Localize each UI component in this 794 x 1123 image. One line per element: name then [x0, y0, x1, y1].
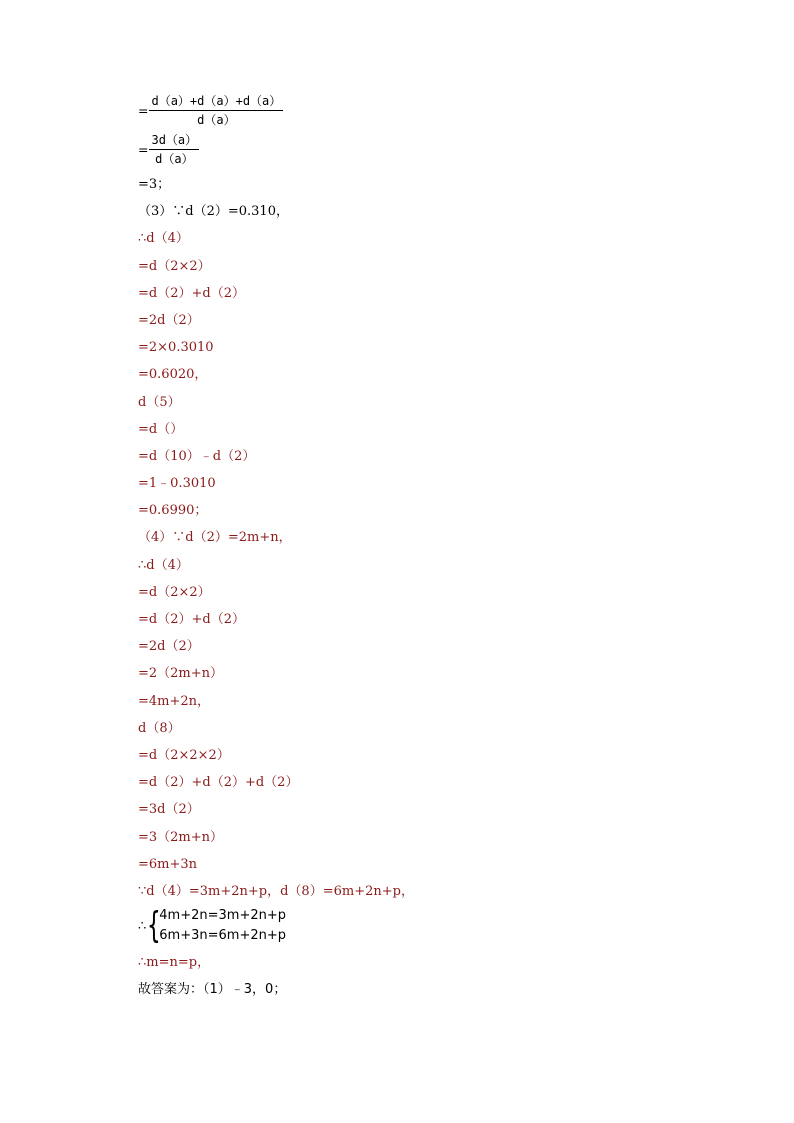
math-line: =2（2m+n）: [138, 666, 224, 682]
math-line: =d（2×2）: [138, 584, 211, 600]
math-line: ∴d（4）: [138, 231, 189, 247]
math-line: =0.6990；: [138, 503, 208, 519]
fraction-line-1: [138, 93, 738, 128]
math-line: =1﹣0.3010: [138, 476, 216, 492]
math-line: =2×0.3010: [138, 340, 214, 356]
equation-system: [138, 903, 738, 949]
math-line: d（5）: [138, 394, 181, 410]
conclusion-line: ∴m=n=p，: [138, 955, 211, 971]
fraction-2-denominator: d（a）: [155, 152, 194, 166]
fraction-2: [149, 132, 199, 167]
math-line: ∵d（4）=3m+2n+p，d（8）=6m+2n+p，: [138, 883, 414, 899]
solution-content: [138, 93, 738, 1003]
math-line: d（8）: [138, 720, 181, 736]
answer-line: 故答案为：（1）﹣3，0；: [138, 982, 287, 998]
fraction-2-numerator: 3d（a）: [149, 132, 199, 150]
math-line: （3）∵d（2）=0.310，: [138, 204, 289, 220]
math-line: =3d（2）: [138, 802, 200, 818]
equation-row-1: 4m+2n=3m+2n+p: [159, 908, 286, 924]
math-line: =d（）: [138, 421, 184, 437]
math-line: =4m+2n，: [138, 693, 211, 709]
math-line: =2d（2）: [138, 312, 200, 328]
math-line: ∴d（4）: [138, 557, 189, 573]
math-line: =d（10）﹣d（2）: [138, 448, 256, 464]
math-line: =d（2）+d（2）+d（2）: [138, 775, 299, 791]
equation-row-2: 6m+3n=6m+2n+p: [159, 928, 286, 944]
math-line: =d（2×2×2）: [138, 747, 230, 763]
math-line: =2d（2）: [138, 639, 200, 655]
math-line: =d（2×2）: [138, 258, 211, 274]
equals-sign: =: [138, 142, 149, 157]
fraction-1-numerator: d（a）+d（a）+d（a）: [149, 93, 283, 111]
therefore-symbol: ∴: [138, 918, 147, 934]
math-line: =6m+3n: [138, 856, 198, 872]
math-line: =0.6020，: [138, 367, 208, 383]
equation-rows: [159, 906, 286, 946]
math-line: =3；: [138, 177, 171, 192]
fraction-line-2: [138, 132, 738, 167]
fraction-1: [149, 93, 283, 128]
math-line: =3（2m+n）: [138, 829, 224, 845]
equals-sign: =: [138, 103, 149, 118]
math-line: （4）∵d（2）=2m+n，: [138, 530, 292, 546]
left-brace: {: [147, 905, 162, 947]
fraction-1-denominator: d（a）: [197, 113, 236, 127]
math-line: =d（2）+d（2）: [138, 612, 245, 627]
math-line: =d（2）+d（2）: [138, 285, 245, 301]
